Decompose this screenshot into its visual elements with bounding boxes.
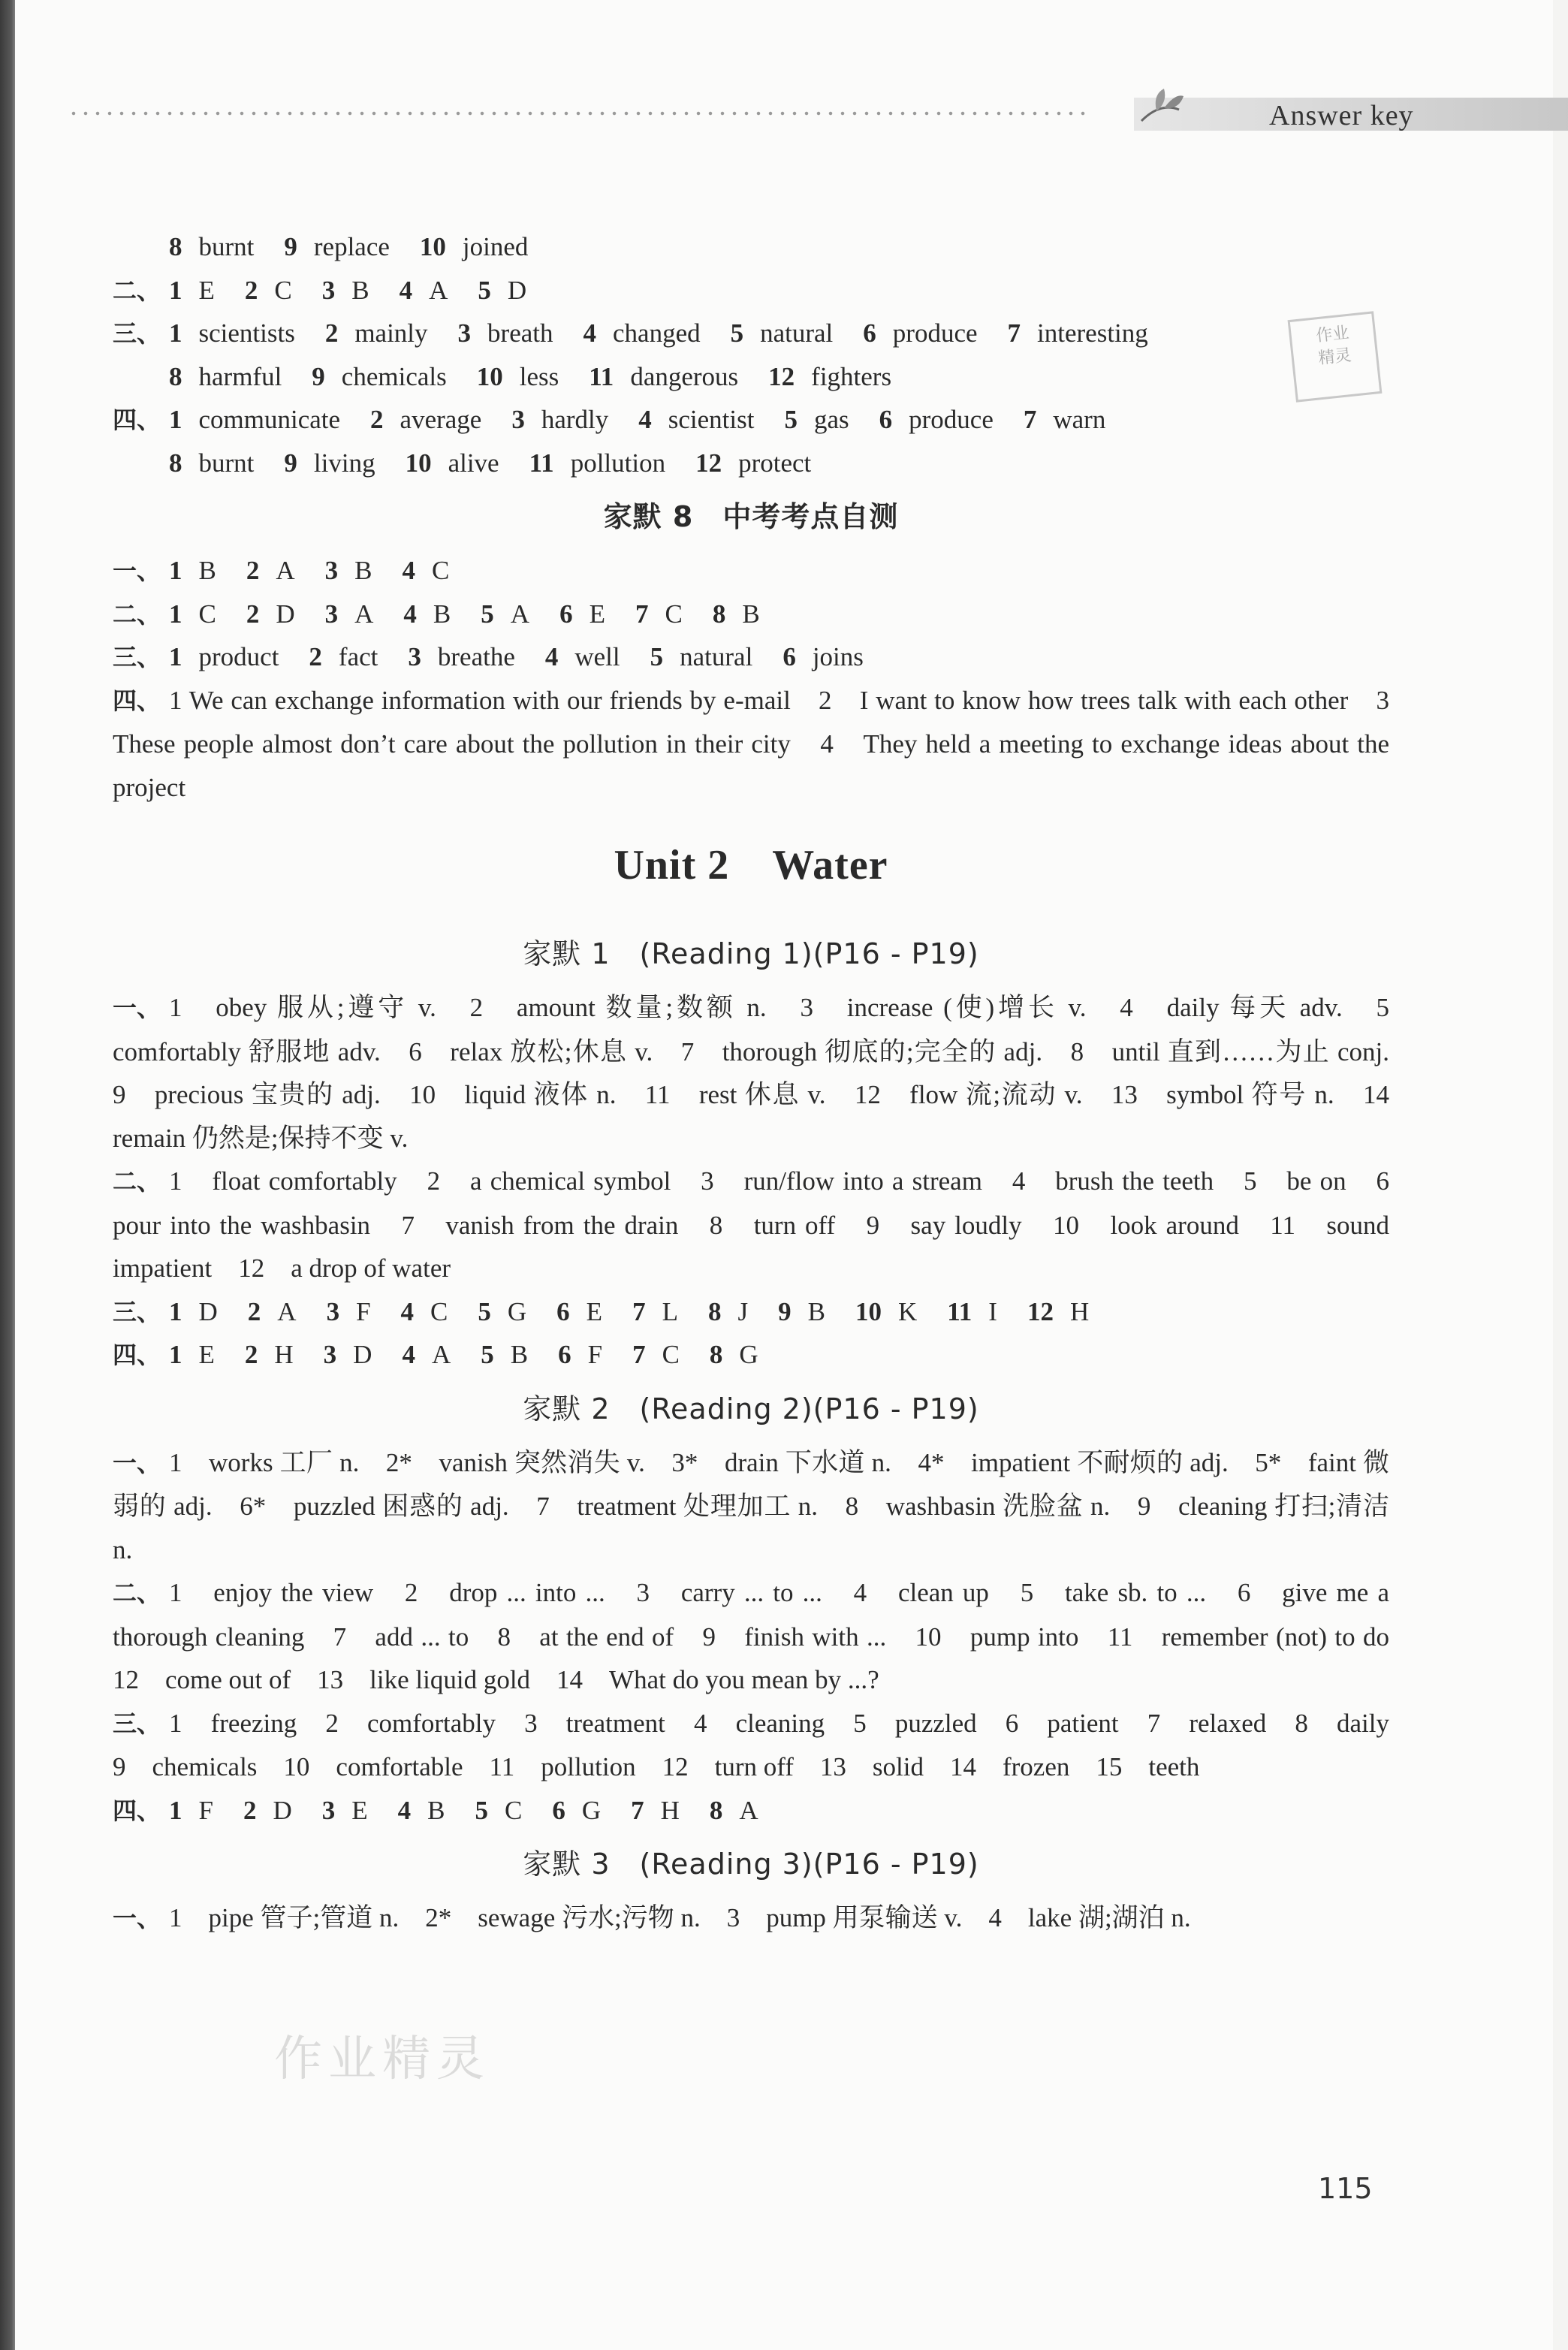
item-number: 9	[778, 1296, 792, 1326]
item-answer: fact	[338, 642, 378, 671]
item-number: 2	[243, 1795, 257, 1825]
item-number: 1	[169, 405, 182, 434]
item-answer: breathe	[437, 642, 515, 671]
item-answer: C	[662, 1340, 680, 1369]
item-number: 1	[169, 275, 182, 305]
item-number: 8	[709, 1340, 723, 1369]
item-number: 8	[709, 1795, 723, 1825]
answer-row	[113, 1290, 1389, 1334]
page-header	[68, 98, 1562, 135]
item-answer: pollution	[570, 448, 666, 478]
item-answer: D	[276, 599, 295, 629]
item-number: 8	[707, 1296, 722, 1326]
section-label: 一、	[113, 1904, 161, 1932]
item-number: 4	[402, 1340, 415, 1369]
answer-paragraph	[113, 1571, 1416, 1702]
item-number: 10	[855, 1296, 882, 1326]
section-label: 三、	[113, 643, 161, 671]
item-number: 4	[397, 1795, 412, 1825]
item-number: 2	[246, 599, 260, 629]
section-label: 二、	[113, 1579, 161, 1607]
answer-paragraph	[113, 1441, 1389, 1572]
answer-row	[113, 225, 1389, 269]
item-number: 4	[400, 1296, 415, 1326]
item-number: 9	[284, 232, 297, 261]
item-answer: produce	[892, 318, 978, 348]
item-number: 2	[370, 405, 384, 434]
item-number: 7	[635, 599, 649, 629]
section-label: 二、	[113, 599, 161, 629]
item-number: 6	[782, 642, 796, 671]
item-number: 7	[1023, 405, 1037, 434]
answer-row	[113, 549, 1389, 593]
answer-paragraph	[113, 679, 1416, 810]
item-number: 12	[1027, 1296, 1054, 1326]
paragraph-text: 1 pipe 管子;管道 n. 2* sewage 污水;污物 n. 3 pump 用泵输送 v. 4 lake 湖;湖泊 n.	[169, 1903, 1191, 1932]
item-number: 10	[476, 361, 503, 391]
item-answer: protect	[738, 448, 812, 478]
section-heading: 家默 2 (Reading 2)(P16 - P19)	[523, 1392, 979, 1425]
section-label: 三、	[113, 1709, 161, 1738]
item-answer: produce	[909, 405, 994, 434]
answer-paragraph	[113, 1160, 1416, 1290]
item-answer: D	[198, 1296, 218, 1326]
paragraph-text: 1 freezing 2 comfortably 3 treatment 4 cleaning 5 puzzled 6 patient 7 relaxed 8 daily 9 chemicals 10 comfortable 11 pollution 12 turn off 13 solid 14 frozen 15 teeth	[113, 1708, 1416, 1781]
item-number: 3	[324, 599, 339, 629]
item-number: 5	[650, 642, 664, 671]
item-number: 7	[1007, 318, 1021, 348]
item-answer: B	[354, 556, 372, 585]
item-number: 7	[632, 1296, 646, 1326]
item-answer: F	[198, 1795, 213, 1825]
item-number: 2	[247, 1296, 261, 1326]
item-number: 9	[312, 361, 325, 391]
item-number: 8	[169, 361, 182, 391]
item-number: 6	[556, 1296, 570, 1326]
item-answer: gas	[813, 405, 849, 434]
answer-row	[113, 355, 1389, 399]
section-heading: 家默 8 中考考点自测	[603, 500, 899, 533]
item-number: 5	[481, 1340, 494, 1369]
item-number: 2	[244, 1340, 258, 1369]
item-answer: E	[198, 275, 215, 305]
page-number: 115	[1318, 2172, 1373, 2205]
item-answer: hardly	[541, 405, 609, 434]
item-number: 1	[169, 1795, 182, 1825]
answer-row	[113, 398, 1389, 442]
item-answer: H	[274, 1340, 294, 1369]
item-number: 4	[402, 556, 415, 585]
item-number: 2	[246, 556, 260, 585]
item-number: 3	[326, 1296, 340, 1326]
item-number: 3	[324, 556, 339, 585]
item-answer: A	[276, 556, 295, 585]
item-answer: average	[400, 405, 482, 434]
item-number: 12	[695, 448, 722, 478]
item-answer: F	[587, 1340, 603, 1369]
item-answer: dangerous	[630, 361, 739, 391]
sprout-icon	[1134, 80, 1187, 132]
item-number: 8	[169, 232, 182, 261]
section-label: 四、	[113, 1341, 161, 1369]
item-answer: A	[431, 1340, 451, 1369]
item-answer: C	[430, 1296, 448, 1326]
item-answer: burnt	[198, 448, 255, 478]
item-answer: B	[807, 1296, 825, 1326]
item-answer: living	[313, 448, 375, 478]
item-number: 6	[879, 405, 893, 434]
item-number: 2	[309, 642, 322, 671]
stamp-line-2: 精灵	[1317, 345, 1352, 369]
item-answer: burnt	[198, 232, 255, 261]
item-answer: E	[586, 1296, 603, 1326]
item-answer: E	[351, 1795, 368, 1825]
item-answer: A	[739, 1795, 758, 1825]
item-answer: J	[737, 1296, 749, 1326]
paragraph-text: 1 enjoy the view 2 drop ... into ... 3 carry ... to ... 4 clean up 5 take sb. to ... 6 give me a thorough cleaning 7 add ... to 8 at the end of 9 finish with ... 10 pump into 11 remember (not) to do 12 come out of 13 like liquid gold 14 What do you mean by ...?	[113, 1578, 1416, 1694]
item-answer: scientists	[198, 318, 295, 348]
item-answer: B	[351, 275, 369, 305]
item-answer: communicate	[198, 405, 341, 434]
item-number: 10	[405, 448, 432, 478]
item-number: 10	[419, 232, 446, 261]
item-answer: warn	[1053, 405, 1106, 434]
item-number: 7	[632, 1340, 646, 1369]
item-answer: B	[427, 1795, 445, 1825]
item-number: 5	[784, 405, 798, 434]
item-answer: well	[574, 642, 620, 671]
item-answer: changed	[613, 318, 701, 348]
item-number: 11	[947, 1296, 972, 1326]
item-answer: scientist	[668, 405, 755, 434]
paragraph-text: 1 We can exchange information with our friends by e-mail 2 I want to know how trees talk with each other 3 These people almost don’t care about the pollution in their city 4 They held a meeting to exchange ideas about the project	[113, 685, 1416, 802]
answer-row	[113, 593, 1389, 636]
item-answer: E	[589, 599, 605, 629]
item-answer: E	[198, 1340, 215, 1369]
item-answer: alive	[448, 448, 499, 478]
answer-row	[113, 312, 1389, 355]
item-number: 6	[558, 1340, 571, 1369]
item-number: 1	[169, 318, 182, 348]
paragraph-text: 1 obey 服从;遵守 v. 2 amount 数量;数额 n. 3 increase (使)增长 v. 4 daily 每天 adv. 5 comfortably 舒服地 adv. 6 relax 放松;休息 v. 7 thorough 彻底的;完全的 adj. 8 until 直到……为止 conj. 9 precious 宝贵的 adj. 10 liquid 液体 n. 11 rest 休息 v. 12 flow 流;流动 v. 13 symbol 符号 n. 14 remain 仍然是;保持不变 v.	[113, 993, 1416, 1153]
item-number: 6	[559, 599, 573, 629]
section-label: 三、	[113, 319, 161, 348]
item-number: 8	[169, 448, 182, 478]
item-answer: A	[277, 1296, 297, 1326]
answer-row	[113, 442, 1389, 485]
item-number: 4	[638, 405, 652, 434]
item-number: 4	[399, 275, 413, 305]
item-answer: C	[505, 1795, 523, 1825]
page	[15, 0, 1553, 2350]
item-answer: I	[988, 1296, 997, 1326]
section-heading: 家默 3 (Reading 3)(P16 - P19)	[523, 1848, 979, 1881]
item-answer: G	[507, 1296, 527, 1326]
item-number: 2	[244, 275, 258, 305]
item-answer: H	[1069, 1296, 1090, 1326]
item-answer: A	[510, 599, 530, 629]
item-number: 4	[403, 599, 417, 629]
item-number: 2	[324, 318, 339, 348]
item-answer: D	[507, 275, 527, 305]
item-number: 3	[408, 642, 421, 671]
paragraph-text: 1 float comfortably 2 a chemical symbol 3 run/flow into a stream 4 brush the teeth 5 be on 6 pour into the washbasin 7 vanish from the drain 8 turn off 9 say loudly 10 look around 11 sound impatient 12 a drop of water	[113, 1166, 1416, 1283]
item-answer: D	[273, 1795, 292, 1825]
item-number: 5	[481, 599, 494, 629]
item-answer: joined	[462, 232, 529, 261]
item-answer: replace	[313, 232, 390, 261]
answer-paragraph	[113, 1702, 1416, 1789]
item-number: 5	[730, 318, 744, 348]
section-label: 四、	[113, 686, 161, 715]
answer-paragraph	[113, 1896, 1389, 1941]
item-number: 3	[323, 1340, 337, 1369]
item-answer: less	[519, 361, 559, 391]
section-heading: 家默 1 (Reading 1)(P16 - P19)	[523, 937, 979, 970]
item-answer: H	[660, 1795, 680, 1825]
section-label: 一、	[113, 1448, 161, 1477]
item-answer: G	[739, 1340, 758, 1369]
item-answer: B	[433, 599, 451, 629]
section-label: 一、	[113, 994, 161, 1022]
item-answer: chemicals	[341, 361, 447, 391]
item-number: 1	[169, 1340, 182, 1369]
item-answer: joins	[812, 642, 864, 671]
item-number: 6	[552, 1795, 565, 1825]
dotted-rule	[68, 111, 1089, 116]
item-number: 4	[583, 318, 596, 348]
item-answer: K	[897, 1296, 918, 1326]
item-number: 9	[284, 448, 297, 478]
item-answer: natural	[760, 318, 834, 348]
item-number: 1	[169, 556, 182, 585]
item-answer: breath	[487, 318, 553, 348]
section-label: 三、	[113, 1297, 161, 1326]
item-number: 3	[511, 405, 525, 434]
item-answer: B	[198, 556, 216, 585]
item-number: 3	[321, 275, 336, 305]
answer-paragraph	[113, 986, 1416, 1160]
answer-content	[113, 225, 1416, 1941]
item-number: 7	[631, 1795, 644, 1825]
section-label: 四、	[113, 1796, 161, 1825]
item-answer: fighters	[811, 361, 892, 391]
unit-title: Unit 2 Water	[614, 842, 888, 888]
stamp-line-1: 作业	[1315, 323, 1350, 346]
item-number: 5	[475, 1795, 488, 1825]
item-answer: L	[662, 1296, 678, 1326]
answer-row	[113, 1789, 1389, 1833]
item-answer: natural	[680, 642, 753, 671]
item-number: 3	[457, 318, 472, 348]
item-answer: mainly	[354, 318, 428, 348]
item-number: 1	[169, 599, 182, 629]
answer-row	[113, 635, 1389, 679]
item-answer: B	[510, 1340, 529, 1369]
item-answer: product	[198, 642, 279, 671]
item-answer: G	[581, 1795, 602, 1825]
section-label: 二、	[113, 1167, 161, 1196]
item-answer: harmful	[198, 361, 282, 391]
item-number: 1	[169, 642, 182, 671]
section-label: 四、	[113, 406, 161, 434]
section-label: 一、	[113, 557, 161, 585]
item-answer: F	[356, 1296, 371, 1326]
item-answer: A	[429, 275, 448, 305]
item-number: 3	[321, 1795, 336, 1825]
item-answer: C	[198, 599, 216, 629]
header-title: Answer key	[1269, 100, 1414, 131]
item-number: 5	[478, 1296, 491, 1326]
watermark-text: 作业精灵	[274, 2032, 490, 2087]
section-label: 二、	[113, 276, 161, 305]
item-number: 8	[712, 599, 726, 629]
item-number: 5	[478, 275, 491, 305]
item-answer: interesting	[1037, 318, 1148, 348]
item-answer: D	[353, 1340, 372, 1369]
item-answer: C	[665, 599, 683, 629]
item-number: 11	[529, 448, 554, 478]
item-answer: A	[354, 599, 374, 629]
answer-row	[113, 1333, 1389, 1377]
item-answer: B	[742, 599, 760, 629]
item-number: 12	[768, 361, 795, 391]
item-number: 1	[169, 1296, 182, 1326]
item-answer: C	[274, 275, 292, 305]
paragraph-text: 1 works 工厂 n. 2* vanish 突然消失 v. 3* drain 下水道 n. 4* impatient 不耐烦的 adj. 5* faint 微弱的 adj. 6* puzzled 困惑的 adj. 7 treatment 处理加工 n. 8 washbasin 洗脸盆 n. 9 cleaning 打扫;清洁 n.	[113, 1447, 1389, 1564]
item-number: 11	[589, 361, 614, 391]
item-number: 4	[544, 642, 559, 671]
answer-row	[113, 269, 1389, 312]
item-number: 6	[863, 318, 876, 348]
item-answer: C	[432, 556, 450, 585]
